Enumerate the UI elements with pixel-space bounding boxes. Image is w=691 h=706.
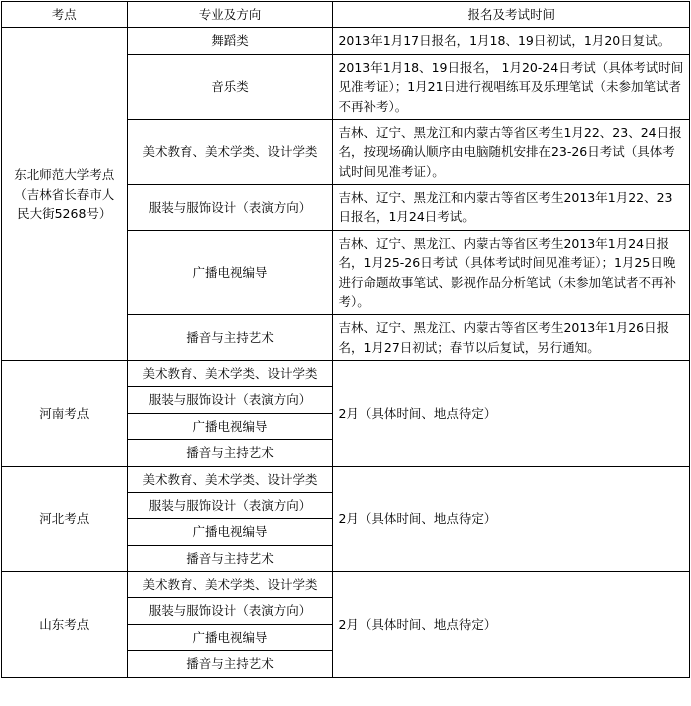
site-line: （吉林省长春市人 bbox=[14, 186, 115, 202]
time-cell: 吉林、辽宁、黑龙江、内蒙古等省区考生2013年1月24日报名，1月25-26日考试（具体考试时间见准考证）；1月25日晚进行命题故事笔试、影视作品分析笔试（未参加笔试者不再补考）。 bbox=[333, 230, 690, 315]
site-cell bbox=[2, 28, 128, 361]
time-cell: 吉林、辽宁、黑龙江和内蒙古等省区考生2013年1月22、23日报名，1月24日考试。 bbox=[333, 185, 690, 231]
site-line: 民大街5268号） bbox=[17, 205, 112, 221]
major-cell: 广播电视编导 bbox=[127, 624, 333, 650]
time-cell: 2013年1月17日报名，1月18、19日初试，1月20日复试。 bbox=[333, 28, 690, 54]
site-cell bbox=[2, 466, 128, 572]
site-cell bbox=[2, 361, 128, 467]
table-row bbox=[2, 466, 690, 492]
major-cell: 服装与服饰设计（表演方向） bbox=[127, 387, 333, 413]
major-cell: 舞蹈类 bbox=[127, 28, 333, 54]
header-major: 专业及方向 bbox=[127, 2, 333, 28]
major-cell: 播音与主持艺术 bbox=[127, 545, 333, 571]
time-cell: 2013年1月18、19日报名， 1月20-24日考试（具体考试时间见准考证）；1月21日进行视唱练耳及乐理笔试（未参加笔试者不再补考）。 bbox=[333, 54, 690, 119]
document-page bbox=[0, 1, 691, 706]
site-line: 山东考点 bbox=[39, 616, 90, 632]
major-cell: 播音与主持艺术 bbox=[127, 315, 333, 361]
table-row bbox=[2, 28, 690, 54]
major-cell: 美术教育、美术学类、设计学类 bbox=[127, 361, 333, 387]
major-cell: 美术教育、美术学类、设计学类 bbox=[127, 466, 333, 492]
major-cell: 广播电视编导 bbox=[127, 413, 333, 439]
table-row bbox=[2, 572, 690, 598]
site-line: 东北师范大学考点 bbox=[14, 167, 115, 183]
time-cell: 2月（具体时间、地点待定） bbox=[333, 466, 690, 572]
time-cell: 2月（具体时间、地点待定） bbox=[333, 572, 690, 678]
site-line: 河北考点 bbox=[39, 511, 90, 527]
major-cell: 播音与主持艺术 bbox=[127, 651, 333, 677]
major-cell: 播音与主持艺术 bbox=[127, 440, 333, 466]
site-line: 河南考点 bbox=[39, 405, 90, 421]
table-header bbox=[2, 2, 690, 28]
header-time: 报名及考试时间 bbox=[333, 2, 690, 28]
major-cell: 服装与服饰设计（表演方向） bbox=[127, 492, 333, 518]
major-cell: 广播电视编导 bbox=[127, 519, 333, 545]
major-cell: 服装与服饰设计（表演方向） bbox=[127, 598, 333, 624]
table-body bbox=[2, 28, 690, 677]
time-cell: 吉林、辽宁、黑龙江、内蒙古等省区考生2013年1月26日报名，1月27日初试；春节以后复试，另行通知。 bbox=[333, 315, 690, 361]
time-cell: 吉林、辽宁、黑龙江和内蒙古等省区考生1月22、23、24日报名，按现场确认顺序由电脑随机安排在23-26日考试（具体考试时间见准考证）。 bbox=[333, 119, 690, 184]
table-row bbox=[2, 361, 690, 387]
table-header-row bbox=[2, 2, 690, 28]
major-cell: 音乐类 bbox=[127, 54, 333, 119]
header-site: 考点 bbox=[2, 2, 128, 28]
exam-schedule-table bbox=[1, 1, 690, 678]
major-cell: 服装与服饰设计（表演方向） bbox=[127, 185, 333, 231]
major-cell: 广播电视编导 bbox=[127, 230, 333, 315]
time-cell: 2月（具体时间、地点待定） bbox=[333, 361, 690, 467]
major-cell: 美术教育、美术学类、设计学类 bbox=[127, 119, 333, 184]
site-cell bbox=[2, 572, 128, 678]
major-cell: 美术教育、美术学类、设计学类 bbox=[127, 572, 333, 598]
